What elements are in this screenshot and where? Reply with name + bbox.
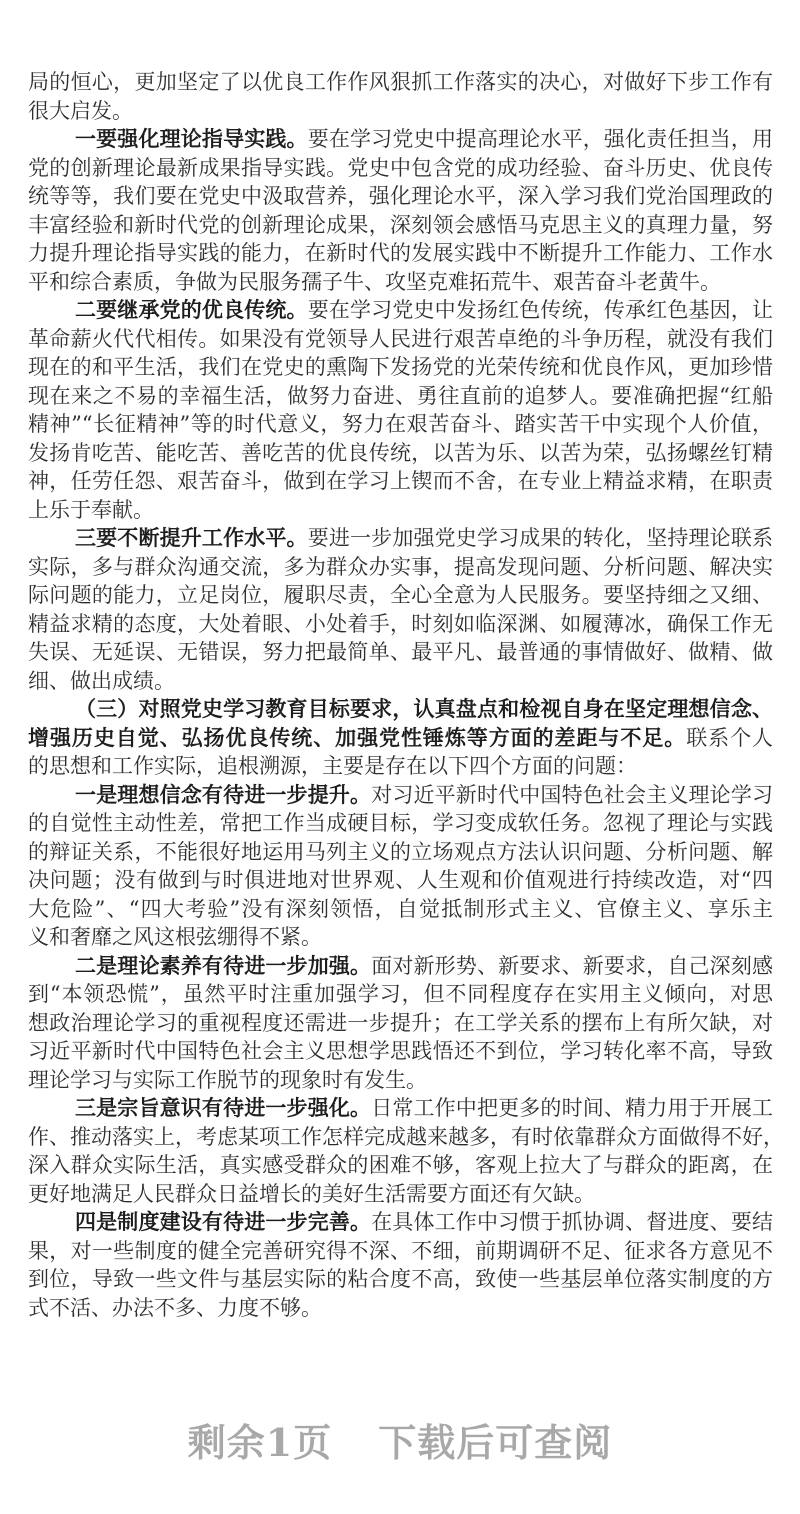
body-text: 理论学习与实际工作脱节的现象时有发生。 [28,1067,427,1092]
text-line [28,838,773,867]
body-text: 的自觉性主动性差，常把工作当成硬目标，学习变成软任务。忽视了理论与实践 [28,811,773,835]
paragraph [28,781,773,952]
body-text: 精神”“长征精神”等的时代意义，努力在艰苦奋斗、踏实苦干中实现个人价值， [28,412,773,436]
bold-heading: 一要强化理论指导实践。 [75,126,308,151]
body-text: 作、推动落实上，考虑某项工作怎样完成越来越多，有时依靠群众方面做得不好， [28,1124,784,1149]
text-line [28,1037,773,1066]
remaining-pages-label[interactable]: 剩余1页 [187,1420,333,1465]
body-text: 在具体工作中习惯于抓协调、督进度、要结 [371,1210,773,1234]
text-line [28,1208,773,1237]
body-text: 力提升理论指导实践的能力，在新时代的发展实践中不断提升工作能力、工作水 [28,241,773,265]
bold-heading: 增强历史自觉、弘扬优良传统、加强党性锤炼等方面的差距与不足。 [28,724,687,750]
body-text: 统等等，我们要在党史中汲取营养，强化理论水平，深入学习我们党治国理政的 [28,184,773,208]
paragraph [28,952,773,1095]
text-line [28,781,773,810]
text-line [28,695,773,724]
body-text: 局的恒心，更加坚定了以优良工作作风狠抓工作落实的决心，对做好下步工作有 [28,70,773,94]
body-text: 到“本领恐慌”，虽然平时注重加强学习，但不同程度存在实用主义倾向，对思 [28,982,773,1006]
body-text: 决问题；没有做到与时俱进地对世界观、人生观和价值观进行持续改造，对“四 [28,868,773,892]
paragraph [28,296,773,524]
download-to-view-label[interactable]: 下载后可查阅 [378,1420,613,1465]
body-text: 到位，导致一些文件与基层实际的粘合度不高，致使一些基层单位落实制度的方 [28,1267,773,1291]
text-line [28,866,773,895]
body-text: 际问题的能力，立足岗位，履职尽责，全心全意为人民服务。要坚持细之又细、 [28,583,773,607]
text-line [28,952,773,981]
text-line [28,809,773,838]
bold-heading: 二要继承党的优良传统。 [75,297,308,322]
body-text: 要在学习党史中发扬红色传统，传承红色基因，让 [307,298,773,322]
paragraph [28,1208,773,1322]
paragraph [28,68,773,125]
body-text: 革命薪火代代相传。如果没有党领导人民进行艰苦卓绝的斗争历程，就没有我们 [28,326,773,351]
body-text: 实际，多与群众沟通交流，多为群众办实事，提高发现问题、分析问题、解决实 [28,554,773,579]
text-line [28,239,773,268]
text-line [28,68,773,97]
body-text: 失误、无延误、无错误，努力把最简单、最平凡、最普通的事情做好、做精、做 [28,640,773,664]
bold-heading: 三是宗旨意识有待进一步强化。 [75,1095,372,1120]
body-text: 面对新形势、新要求、新要求，自己深刻感 [371,953,773,978]
body-text: 要在学习党史中提高理论水平，强化责任担当，用 [307,127,773,151]
text-line [28,581,773,610]
text-line [28,895,773,924]
text-line [28,382,773,411]
text-line [28,182,773,211]
text-line [28,923,773,952]
text-line [28,524,773,553]
text-line [28,1294,773,1323]
body-text: 细、做出成绩。 [28,668,175,693]
text-line [28,353,773,382]
bold-heading: 四是制度建设有待进一步完善。 [75,1209,372,1234]
body-text: 精益求精的态度，大处着眼、小处着手，时刻如临深渊、如履薄冰，确保工作无 [28,611,773,636]
body-text: 上乐于奉献。 [28,497,154,522]
text-line [28,268,773,297]
text-line [28,980,773,1009]
bold-heading: 三要不断提升工作水平。 [75,525,308,550]
text-line [28,752,773,781]
text-line [28,638,773,667]
text-line [28,1180,773,1209]
body-text: 丰富经验和新时代党的创新理论成果，深刻领会感悟马克思主义的真理力量，努 [28,212,773,237]
text-line [28,125,773,154]
body-text: 式不活、办法不多、力度不够。 [28,1295,322,1320]
text-line [28,325,773,354]
body-text: 义和奢靡之风这根弦绷得不紧。 [28,925,322,949]
text-line [28,1151,773,1180]
text-line [28,1123,784,1152]
bold-heading: （三）对照党史学习教育目标要求，认真盘点和检视自身在坚定理想信念、 [75,696,773,721]
text-line [28,1265,773,1294]
text-line [28,154,773,183]
text-line [28,1009,773,1038]
body-text: 的辩证关系，不能很好地运用马列主义的立场观点方法认识问题、分析问题、解 [28,839,773,864]
body-text: 联系个人 [686,725,774,750]
text-line [28,496,773,525]
bold-heading: 一是理想信念有待进一步提升。 [75,781,372,807]
document-body [28,68,784,1322]
text-line [28,410,773,439]
body-text: 发扬肯吃苦、能吃苦、善吃苦的优良传统，以苦为乐、以苦为荣，弘扬螺丝钉精 [28,440,773,465]
body-text: 党的创新理论最新成果指导实践。党史中包含党的成功经验、奋斗历史、优良传 [28,155,773,180]
text-line [28,296,773,325]
body-text: 果，对一些制度的健全完善研究得不深、不细，前期调研不足、征求各方意见不 [28,1238,773,1263]
body-text: 神，任劳任怨、艰苦奋斗，做到在学习上锲而不舍，在专业上精益求精，在职责 [28,469,773,493]
paragraph [28,1094,784,1208]
body-text: 深入群众实际生活，真实感受群众的困难不够，客观上拉大了与群众的距离，在 [28,1153,773,1177]
body-text: 更好地满足人民群众日益增长的美好生活需要方面还有欠缺。 [28,1181,595,1206]
body-text: 平和综合素质，争做为民服务孺子牛、攻坚克难拓荒牛、艰苦奋斗老黄牛。 [28,269,721,294]
body-text: 大危险”、“四大考验”没有深刻领悟，自觉抵制形式主义、官僚主义、享乐主 [28,896,773,921]
text-line [28,1237,773,1266]
text-line [28,1066,773,1095]
body-text: 日常工作中把更多的时间、精力用于开展工 [371,1096,773,1120]
body-text: 要进一步加强党史学习成果的转化，坚持理论联系 [307,526,773,550]
paragraph [28,524,773,695]
text-line [28,724,773,753]
body-text: 想政治理论学习的重视程度还需进一步提升；在工学关系的摆布上有所欠缺，对 [28,1010,773,1035]
body-text: 习近平新时代中国特色社会主义思想学思践悟还不到位，学习转化率不高，导致 [28,1039,773,1063]
text-line [28,610,773,639]
paragraph [28,695,773,781]
text-line [28,553,773,582]
text-line [28,1094,773,1123]
paragraph [28,125,773,296]
text-line [28,467,773,496]
body-text: 现在的和平生活，我们在党史的熏陶下发扬党的光荣传统和优良作风，更加珍惜 [28,355,773,379]
download-prompt[interactable] [0,1412,800,1467]
body-text: 很大启发。 [28,98,133,123]
text-line [28,667,773,696]
body-text: 的思想和工作实际，追根溯源，主要是存在以下四个方面的问题： [28,754,637,778]
text-line [28,97,773,126]
text-line [28,439,773,468]
bold-heading: 二是理论素养有待进一步加强。 [75,952,372,978]
body-text: 对习近平新时代中国特色社会主义理论学习 [371,782,773,807]
text-line [28,211,773,240]
body-text: 现在来之不易的幸福生活，做努力奋进、勇往直前的追梦人。要准确把握“红船 [28,383,773,408]
